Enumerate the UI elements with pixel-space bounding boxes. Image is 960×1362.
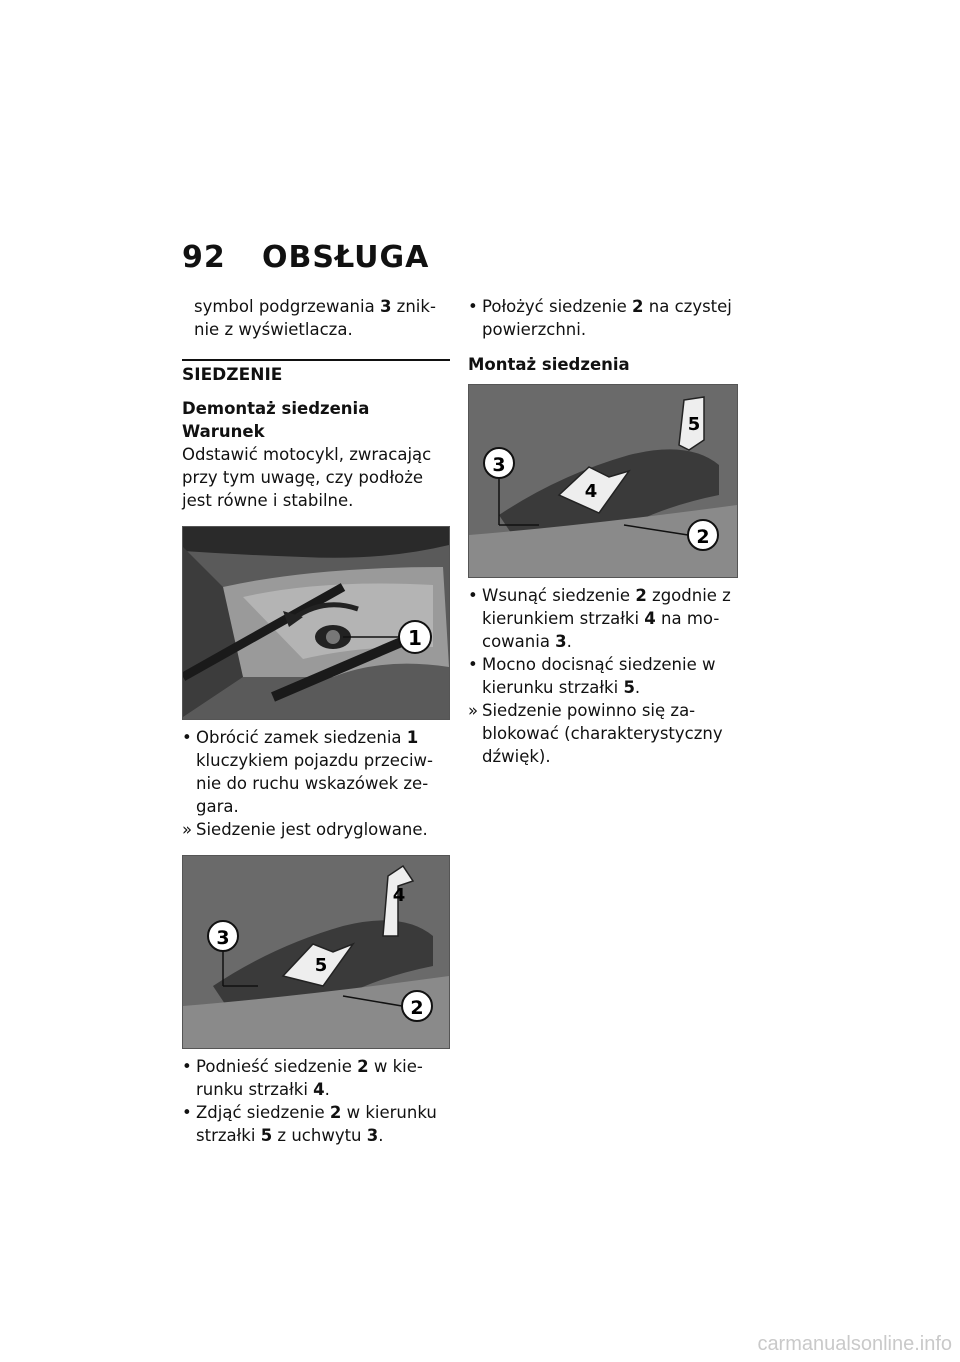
bullet-marker: • (182, 1103, 192, 1122)
callout-2: 2 (410, 997, 424, 1019)
bullet-marker: • (182, 1057, 192, 1076)
result-marker: » (468, 701, 479, 720)
callout-5: 5 (687, 414, 701, 435)
condition-label: Warunek (182, 422, 265, 441)
subsection-title-mounting: Montaż siedzenia (468, 355, 630, 374)
result-2: » Siedzenie powinno się za-blokować (charakterystyczny dźwięk). (468, 701, 723, 766)
condition-text: Odstawić motocykl, zwracając przy tym uwagę, czy podłoże jest równe i stabilne. (182, 445, 432, 510)
watermark: carmanualsonline.info (757, 1333, 952, 1355)
figure-seat-removal (182, 855, 450, 1049)
callout-5: 5 (314, 955, 328, 976)
page-number: 92 (182, 240, 226, 275)
callout-1: 1 (408, 626, 422, 650)
subsection-title: Demontaż siedzenia (182, 399, 370, 418)
bullet-marker: • (182, 728, 192, 747)
result-1: » Siedzenie jest odryglowane. (182, 820, 428, 839)
step-1: • Obrócić zamek siedzenia 1 kluczykiem pojazdu przeciw-nie do ruchu wskazówek ze-gara. (182, 728, 433, 816)
section-title: SIEDZENIE (182, 359, 450, 387)
callout-2: 2 (696, 526, 710, 548)
figure-seat-mounting (468, 384, 738, 578)
callout-3: 3 (492, 454, 506, 476)
figure-seat-lock (182, 526, 450, 720)
right-column (468, 295, 736, 768)
callout-4: 4 (584, 481, 598, 502)
intro-paragraph: symbol podgrzewania 3 znik-nie z wyświetlacza. (194, 297, 436, 339)
step-5: • Wsunąć siedzenie 2 zgodnie z kierunkiem strzałki 4 na mo-cowania 3. (468, 586, 731, 651)
callout-4: 4 (392, 885, 406, 906)
bullet-marker: • (468, 297, 478, 316)
step-6: • Mocno docisnąć siedzenie w kierunku strzałki 5. (468, 655, 716, 697)
page-header (182, 240, 429, 275)
chapter-title: OBSŁUGA (262, 240, 430, 275)
bullet-marker: • (468, 655, 478, 674)
result-marker: » (182, 820, 193, 839)
left-column (182, 295, 450, 1147)
step-3: • Zdjąć siedzenie 2 w kierunku strzałki 5 z uchwytu 3. (182, 1103, 437, 1145)
step-2: • Podnieść siedzenie 2 w kie-runku strzałki 4. (182, 1057, 423, 1099)
bullet-marker: • (468, 586, 478, 605)
callout-3: 3 (216, 927, 230, 949)
step-4: • Położyć siedzenie 2 na czystej powierzchni. (468, 297, 732, 339)
